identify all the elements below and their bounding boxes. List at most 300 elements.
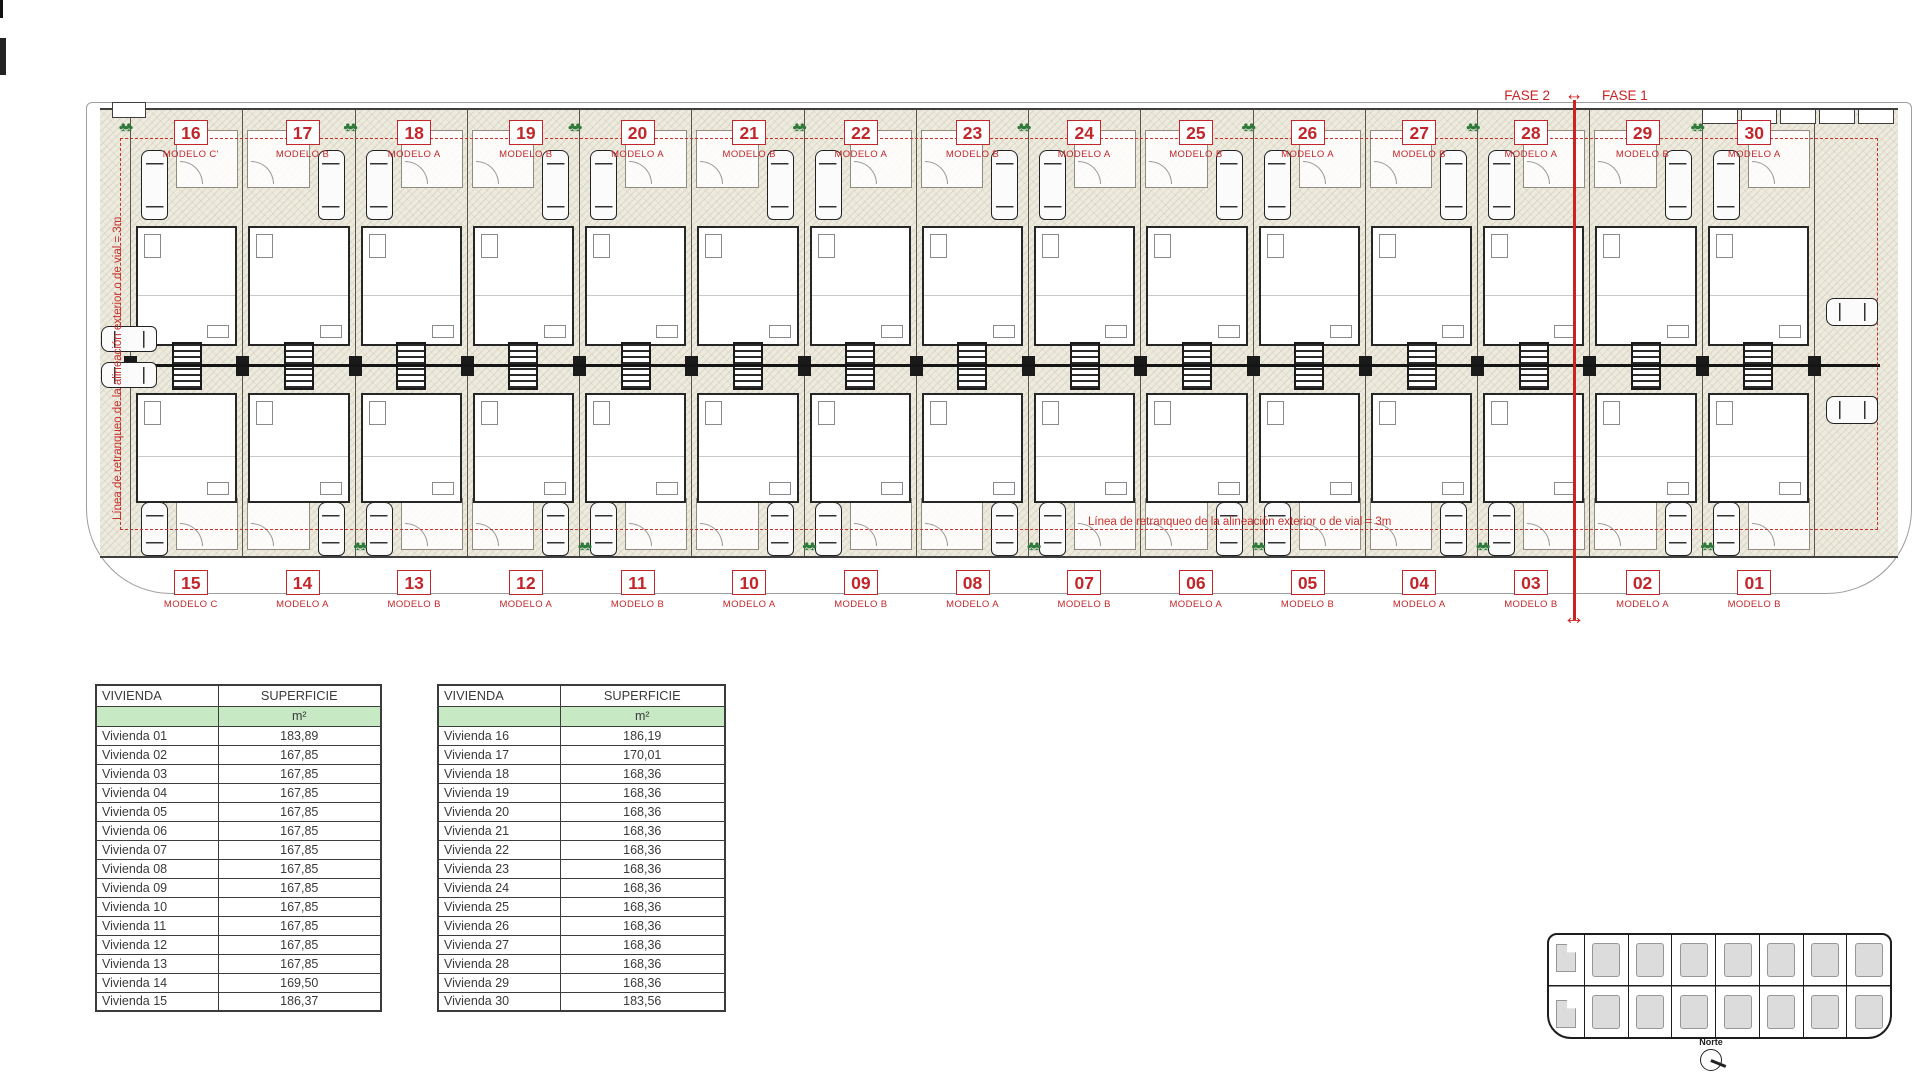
unit-number: 24 bbox=[1067, 120, 1101, 145]
table-row bbox=[438, 821, 725, 840]
keyplan-cell bbox=[1760, 935, 1804, 1037]
keyplan-cell bbox=[1585, 935, 1629, 1037]
vivienda-surface: 167,85 bbox=[218, 859, 381, 878]
table-row bbox=[438, 878, 725, 897]
unit-number: 26 bbox=[1291, 120, 1325, 145]
unit-model: MODELO A bbox=[499, 599, 553, 610]
terrace bbox=[1523, 498, 1585, 550]
vivienda-name: Vivienda 01 bbox=[96, 726, 218, 745]
col-header-vivienda: VIVIENDA bbox=[438, 685, 560, 706]
unit-number: 06 bbox=[1179, 570, 1213, 595]
unit-label bbox=[805, 120, 917, 160]
car-icon bbox=[1440, 150, 1467, 220]
table-row bbox=[96, 726, 381, 745]
house-floorplan bbox=[1708, 226, 1809, 346]
vivienda-surface: 183,89 bbox=[218, 726, 381, 745]
unit-number: 18 bbox=[397, 120, 431, 145]
unit-label bbox=[582, 120, 694, 160]
house-floorplan bbox=[136, 393, 237, 503]
vivienda-surface: 168,36 bbox=[560, 764, 725, 783]
keyplan-footprint bbox=[1855, 943, 1883, 977]
site-plan-strip bbox=[100, 108, 1898, 558]
house-floorplan bbox=[1708, 393, 1809, 503]
unit-number: 14 bbox=[286, 570, 320, 595]
unit-number: 02 bbox=[1626, 570, 1660, 595]
unit-model: MODELO B bbox=[275, 149, 330, 160]
vivienda-name: Vivienda 04 bbox=[96, 783, 218, 802]
car-icon bbox=[542, 502, 569, 556]
keyplan-footprint bbox=[1855, 995, 1883, 1029]
car-icon bbox=[590, 150, 617, 220]
fase-1-label: FASE 1 bbox=[1602, 88, 1648, 103]
table-row bbox=[438, 783, 725, 802]
keyplan-footprint bbox=[1680, 995, 1708, 1029]
house-floorplan bbox=[1371, 226, 1472, 346]
unit-model: MODELO B bbox=[1280, 599, 1335, 610]
unit-label bbox=[1587, 120, 1699, 160]
unit-number: 30 bbox=[1737, 120, 1771, 145]
vivienda-name: Vivienda 13 bbox=[96, 954, 218, 973]
unit-model: MODELO A bbox=[1057, 149, 1111, 160]
lot bbox=[1690, 110, 1814, 556]
car-icon bbox=[767, 502, 794, 556]
house-floorplan bbox=[1483, 393, 1584, 503]
terrace bbox=[1594, 498, 1656, 550]
car-icon bbox=[318, 502, 345, 556]
unit-model: MODELO A bbox=[834, 149, 888, 160]
plant-icon: ♣♣ bbox=[119, 119, 131, 134]
terrace bbox=[247, 498, 309, 550]
unit-number: 28 bbox=[1514, 120, 1548, 145]
unit-model: MODELO A bbox=[946, 599, 999, 610]
table-row bbox=[96, 840, 381, 859]
table-row bbox=[438, 897, 725, 916]
terrace bbox=[1748, 498, 1810, 550]
col-header-vivienda: VIVIENDA bbox=[96, 685, 218, 706]
unit-label bbox=[470, 570, 582, 610]
vivienda-name: Vivienda 25 bbox=[438, 897, 560, 916]
unit-model: MODELO A bbox=[387, 149, 441, 160]
vivienda-name: Vivienda 23 bbox=[438, 859, 560, 878]
key-plan bbox=[1547, 933, 1892, 1039]
vivienda-surface: 167,85 bbox=[218, 745, 381, 764]
unit-number: 01 bbox=[1737, 570, 1771, 595]
parking-space bbox=[1858, 109, 1894, 124]
lot bbox=[1366, 110, 1488, 556]
table-row bbox=[96, 916, 381, 935]
table-row bbox=[96, 821, 381, 840]
house-floorplan bbox=[810, 393, 911, 503]
lot bbox=[243, 110, 365, 556]
terrace bbox=[176, 498, 238, 550]
table-row bbox=[96, 745, 381, 764]
plan-corner-detail bbox=[112, 102, 146, 118]
car-icon bbox=[1665, 502, 1692, 556]
unit-number: 27 bbox=[1402, 120, 1436, 145]
house-floorplan bbox=[473, 393, 574, 503]
plant-icon: ♣♣ bbox=[1241, 119, 1253, 134]
unit-number: 05 bbox=[1291, 570, 1325, 595]
keyplan-cell bbox=[1716, 935, 1760, 1037]
house-floorplan bbox=[248, 226, 349, 346]
unit-number: 22 bbox=[844, 120, 878, 145]
house-floorplan bbox=[361, 226, 462, 346]
vivienda-name: Vivienda 26 bbox=[438, 916, 560, 935]
parking-space bbox=[1819, 109, 1855, 124]
vivienda-surface: 168,36 bbox=[560, 897, 725, 916]
table-row bbox=[438, 916, 725, 935]
car-icon bbox=[366, 150, 393, 220]
keyplan-footprint bbox=[1592, 995, 1620, 1029]
keyplan-cell bbox=[1804, 935, 1848, 1037]
edge-mark bbox=[0, 38, 6, 75]
house-floorplan bbox=[1595, 226, 1696, 346]
lot bbox=[1241, 110, 1366, 556]
unit-model: MODELO A bbox=[722, 599, 776, 610]
plant-icon: ♣♣ bbox=[1690, 119, 1702, 134]
house-floorplan bbox=[697, 226, 798, 346]
lot bbox=[1017, 110, 1141, 556]
terrace bbox=[401, 498, 463, 550]
keyplan-footprint bbox=[1767, 995, 1795, 1029]
unit-model: MODELO A bbox=[1727, 149, 1781, 160]
house-floorplan bbox=[1146, 226, 1247, 346]
north-label: Norte bbox=[1699, 1037, 1723, 1047]
lot bbox=[343, 110, 468, 556]
car-icon bbox=[991, 150, 1018, 220]
unit-number: 10 bbox=[732, 570, 766, 595]
unit-label bbox=[805, 570, 917, 610]
fase-2-label: FASE 2 bbox=[1504, 88, 1550, 103]
terrace bbox=[472, 498, 534, 550]
terrace bbox=[696, 498, 758, 550]
vivienda-name: Vivienda 30 bbox=[438, 992, 560, 1011]
house-floorplan bbox=[1259, 393, 1360, 503]
setback-note-vertical: Línea de retranqueo de la alineación exterior o de vial = 3m bbox=[112, 216, 124, 520]
unit-label bbox=[135, 570, 247, 610]
unit-model: MODELO B bbox=[1392, 149, 1446, 160]
vivienda-surface: 168,36 bbox=[560, 783, 725, 802]
surface-table-left bbox=[95, 684, 382, 1012]
keyplan-footprint bbox=[1556, 944, 1576, 972]
table-row bbox=[438, 726, 725, 745]
table-row bbox=[438, 840, 725, 859]
car-icon bbox=[1039, 150, 1066, 220]
table-row bbox=[96, 859, 381, 878]
setback-note-horizontal: Línea de retranqueo de la alineación exterior o de vial = 3m bbox=[1088, 516, 1392, 528]
table-row bbox=[438, 973, 725, 992]
unit-label bbox=[1252, 120, 1364, 160]
vivienda-name: Vivienda 05 bbox=[96, 802, 218, 821]
vivienda-surface: 168,36 bbox=[560, 878, 725, 897]
unit-model: MODELO A bbox=[611, 149, 664, 160]
house-floorplan bbox=[1146, 393, 1247, 503]
unit-number: 21 bbox=[732, 120, 766, 145]
keyplan-end-cell bbox=[1549, 935, 1585, 1037]
vivienda-surface: 167,85 bbox=[218, 764, 381, 783]
unit-label bbox=[358, 570, 470, 610]
car-icon bbox=[1039, 502, 1066, 556]
table-row bbox=[96, 897, 381, 916]
car-icon bbox=[767, 150, 794, 220]
vivienda-surface: 167,85 bbox=[218, 954, 381, 973]
vivienda-surface: 168,36 bbox=[560, 954, 725, 973]
table-row bbox=[96, 954, 381, 973]
unit-number: 12 bbox=[509, 570, 543, 595]
vivienda-surface: 183,56 bbox=[560, 992, 725, 1011]
central-spine-line bbox=[118, 364, 1880, 367]
unit-label bbox=[1028, 120, 1140, 160]
keyplan-footprint bbox=[1636, 943, 1664, 977]
keyplan-footprint bbox=[1811, 995, 1839, 1029]
unit-model: MODELO C bbox=[163, 599, 218, 610]
house-floorplan bbox=[922, 226, 1023, 346]
unit-cell-m2: m² bbox=[218, 706, 381, 726]
unit-model: MODELO B bbox=[499, 149, 553, 160]
unit-label bbox=[358, 120, 470, 160]
car-icon bbox=[542, 150, 569, 220]
table-row bbox=[438, 764, 725, 783]
house-floorplan bbox=[922, 393, 1023, 503]
unit-label bbox=[247, 120, 359, 160]
keyplan-cell bbox=[1629, 935, 1673, 1037]
table-unit-row bbox=[96, 706, 381, 726]
unit-model: MODELO B bbox=[387, 599, 441, 610]
keyplan-footprint bbox=[1811, 943, 1839, 977]
vivienda-name: Vivienda 06 bbox=[96, 821, 218, 840]
unit-model: MODELO A bbox=[1504, 149, 1558, 160]
plant-icon: ♣♣ bbox=[1027, 538, 1039, 553]
lot bbox=[792, 110, 917, 556]
compass-needle bbox=[1711, 1059, 1727, 1067]
lot bbox=[1141, 110, 1263, 556]
unit-cell-empty bbox=[96, 706, 218, 726]
car-icon bbox=[318, 150, 345, 220]
unit-number: 11 bbox=[621, 570, 655, 595]
unit-model: MODELO A bbox=[1616, 599, 1669, 610]
plant-icon: ♣♣ bbox=[802, 538, 814, 553]
table-row bbox=[438, 992, 725, 1011]
car-icon bbox=[1488, 150, 1515, 220]
vivienda-name: Vivienda 17 bbox=[438, 745, 560, 764]
vivienda-surface: 167,85 bbox=[218, 897, 381, 916]
unit-label bbox=[917, 120, 1029, 160]
unit-number: 23 bbox=[956, 120, 990, 145]
vivienda-surface: 168,36 bbox=[560, 859, 725, 878]
vivienda-name: Vivienda 11 bbox=[96, 916, 218, 935]
plant-icon: ♣♣ bbox=[353, 538, 365, 553]
unit-label bbox=[1028, 570, 1140, 610]
vivienda-name: Vivienda 19 bbox=[438, 783, 560, 802]
car-icon bbox=[1826, 396, 1878, 424]
vivienda-surface: 186,37 bbox=[218, 992, 381, 1011]
house-floorplan bbox=[1371, 393, 1472, 503]
car-icon bbox=[1216, 502, 1243, 556]
vivienda-name: Vivienda 02 bbox=[96, 745, 218, 764]
unit-model: MODELO B bbox=[945, 149, 1000, 160]
car-icon bbox=[1216, 150, 1243, 220]
unit-label bbox=[1140, 570, 1252, 610]
vivienda-name: Vivienda 27 bbox=[438, 935, 560, 954]
table-row bbox=[438, 745, 725, 764]
fase-arrow-icon: ↔ bbox=[1564, 84, 1584, 105]
vivienda-surface: 168,36 bbox=[560, 840, 725, 859]
plant-icon: ♣♣ bbox=[1700, 538, 1712, 553]
unit-label bbox=[1363, 570, 1475, 610]
unit-label bbox=[693, 570, 805, 610]
table-row bbox=[96, 935, 381, 954]
car-icon bbox=[1264, 502, 1291, 556]
unit-cell-empty bbox=[438, 706, 560, 726]
surface-table-right bbox=[437, 684, 726, 1012]
north-compass-icon bbox=[1700, 1049, 1722, 1071]
vivienda-surface: 168,36 bbox=[560, 916, 725, 935]
vivienda-name: Vivienda 29 bbox=[438, 973, 560, 992]
unit-label bbox=[582, 570, 694, 610]
vivienda-surface: 167,85 bbox=[218, 916, 381, 935]
unit-model: MODELO B bbox=[1504, 599, 1558, 610]
car-icon bbox=[366, 502, 393, 556]
vivienda-name: Vivienda 14 bbox=[96, 973, 218, 992]
house-floorplan bbox=[473, 226, 574, 346]
car-icon bbox=[815, 502, 842, 556]
vivienda-name: Vivienda 10 bbox=[96, 897, 218, 916]
plant-icon: ♣♣ bbox=[792, 119, 804, 134]
car-icon bbox=[141, 150, 168, 220]
keyplan-footprint bbox=[1680, 943, 1708, 977]
terrace bbox=[850, 498, 912, 550]
unit-model: MODELO B bbox=[1169, 149, 1223, 160]
vivienda-name: Vivienda 18 bbox=[438, 764, 560, 783]
keyplan-footprint bbox=[1767, 943, 1795, 977]
car-icon bbox=[101, 326, 157, 352]
vivienda-name: Vivienda 24 bbox=[438, 878, 560, 897]
car-icon bbox=[1264, 150, 1291, 220]
fase-divider-line bbox=[1573, 100, 1576, 620]
table-header-row bbox=[438, 685, 725, 706]
unit-model: MODELO B bbox=[1727, 599, 1781, 610]
unit-model: MODELO B bbox=[722, 149, 776, 160]
terrace bbox=[625, 498, 687, 550]
keyplan-footprint bbox=[1724, 943, 1752, 977]
unit-model: MODELO B bbox=[1615, 149, 1670, 160]
unit-cell-m2: m² bbox=[560, 706, 725, 726]
unit-model: MODELO C' bbox=[162, 149, 219, 160]
house-floorplan bbox=[585, 393, 686, 503]
vivienda-name: Vivienda 21 bbox=[438, 821, 560, 840]
unit-model: MODELO A bbox=[1281, 149, 1334, 160]
table-row bbox=[438, 859, 725, 878]
vivienda-surface: 168,36 bbox=[560, 973, 725, 992]
table-row bbox=[96, 783, 381, 802]
vivienda-surface: 186,19 bbox=[560, 726, 725, 745]
car-icon bbox=[590, 502, 617, 556]
terrace bbox=[921, 498, 983, 550]
vivienda-surface: 169,50 bbox=[218, 973, 381, 992]
lot bbox=[1590, 110, 1712, 556]
unit-number: 25 bbox=[1179, 120, 1213, 145]
vivienda-surface: 167,85 bbox=[218, 783, 381, 802]
vivienda-surface: 167,85 bbox=[218, 878, 381, 897]
unit-number: 17 bbox=[286, 120, 320, 145]
table-row bbox=[96, 802, 381, 821]
unit-label bbox=[135, 120, 247, 160]
unit-number: 04 bbox=[1402, 570, 1436, 595]
vivienda-name: Vivienda 22 bbox=[438, 840, 560, 859]
unit-number: 08 bbox=[956, 570, 990, 595]
lot bbox=[468, 110, 590, 556]
edge-mark bbox=[0, 0, 3, 18]
plant-icon: ♣♣ bbox=[1017, 119, 1029, 134]
unit-label bbox=[1252, 570, 1364, 610]
vivienda-name: Vivienda 12 bbox=[96, 935, 218, 954]
unit-model: MODELO B bbox=[610, 599, 665, 610]
lot bbox=[917, 110, 1039, 556]
table-row bbox=[438, 802, 725, 821]
table-row bbox=[438, 935, 725, 954]
unit-model: MODELO B bbox=[834, 599, 888, 610]
car-icon bbox=[815, 150, 842, 220]
plant-icon: ♣♣ bbox=[578, 538, 590, 553]
vivienda-name: Vivienda 08 bbox=[96, 859, 218, 878]
plant-icon: ♣♣ bbox=[1476, 538, 1488, 553]
vivienda-surface: 167,85 bbox=[218, 935, 381, 954]
unit-model: MODELO B bbox=[1057, 599, 1111, 610]
plan-top-labels bbox=[135, 120, 1810, 160]
unit-label bbox=[1363, 119, 1478, 160]
lot bbox=[692, 110, 814, 556]
keyplan-footprint bbox=[1592, 943, 1620, 977]
unit-label bbox=[917, 570, 1029, 610]
car-icon bbox=[1488, 502, 1515, 556]
unit-label bbox=[1698, 570, 1810, 610]
car-icon bbox=[1713, 150, 1740, 220]
car-icon bbox=[1440, 502, 1467, 556]
unit-label bbox=[1698, 120, 1810, 160]
car-icon bbox=[1826, 298, 1878, 326]
unit-number: 29 bbox=[1626, 120, 1660, 145]
unit-number: 13 bbox=[397, 570, 431, 595]
house-floorplan bbox=[361, 393, 462, 503]
vivienda-name: Vivienda 28 bbox=[438, 954, 560, 973]
car-icon bbox=[991, 502, 1018, 556]
unit-number: 09 bbox=[844, 570, 878, 595]
unit-number: 15 bbox=[174, 570, 208, 595]
vivienda-surface: 168,36 bbox=[560, 821, 725, 840]
plant-icon: ♣♣ bbox=[1251, 538, 1263, 553]
unit-model: MODELO A bbox=[1392, 599, 1446, 610]
unit-label bbox=[470, 120, 582, 160]
table-row bbox=[96, 878, 381, 897]
keyplan-footprint bbox=[1636, 995, 1664, 1029]
vivienda-name: Vivienda 07 bbox=[96, 840, 218, 859]
plant-icon: ♣♣ bbox=[343, 119, 355, 134]
lot bbox=[568, 110, 692, 556]
vivienda-name: Vivienda 15 bbox=[96, 992, 218, 1011]
keyplan-footprint bbox=[1724, 995, 1752, 1029]
house-floorplan bbox=[1483, 226, 1584, 346]
fase-arrow-icon: ↔ bbox=[1563, 604, 1585, 629]
keyplan-cell bbox=[1847, 935, 1890, 1037]
keyplan-cell bbox=[1672, 935, 1716, 1037]
table-header-row bbox=[96, 685, 381, 706]
house-floorplan bbox=[1034, 393, 1135, 503]
col-header-superficie: SUPERFICIE bbox=[218, 685, 381, 706]
house-floorplan bbox=[585, 226, 686, 346]
car-icon bbox=[101, 362, 157, 388]
vivienda-surface: 170,01 bbox=[560, 745, 725, 764]
table-unit-row bbox=[438, 706, 725, 726]
